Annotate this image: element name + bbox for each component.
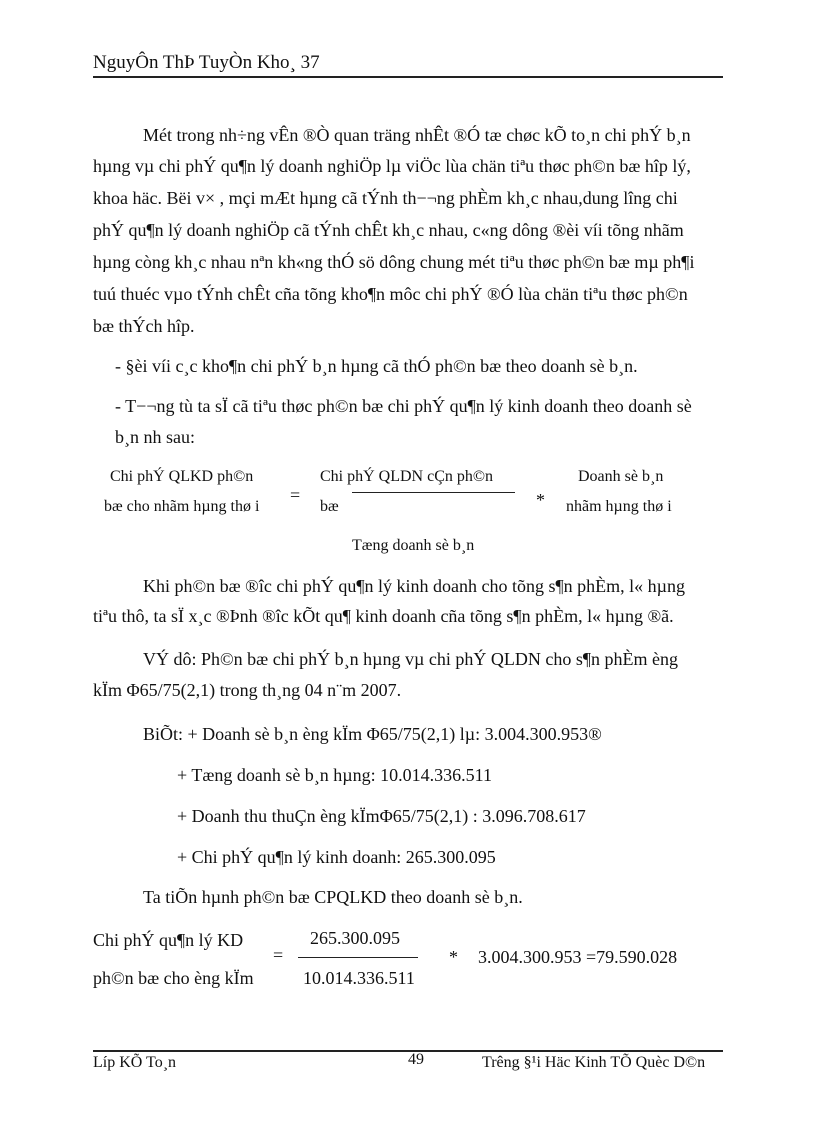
- formula2-left-line-1: Chi phÝ qu¶n lý KD: [93, 930, 244, 950]
- given-line-4: + Chi phÝ qu¶n lý kinh doanh: 265.300.095: [177, 847, 496, 867]
- formula2-numerator: 265.300.095: [310, 928, 400, 948]
- para1-line-7: bæ thÝch hîp.: [93, 316, 195, 336]
- footer-left: Líp KÕ To¸n: [93, 1054, 177, 1071]
- proceed-line: Ta tiÕn hµnh ph©n bæ CPQLKD theo doanh sè b¸n.: [143, 887, 523, 907]
- formula1-right-line-1: Doanh sè b¸n: [578, 468, 664, 485]
- given-line-3: + Doanh thu thuÇn èng kÏmΦ65/75(2,1) : 3.096.708.617: [177, 806, 586, 826]
- formula1-numerator-line-2: bæ: [320, 498, 339, 515]
- bullet-1: - §èi víi c¸c kho¶n chi phÝ b¸n hµng cã thÓ ph©n bæ theo doanh sè b¸n.: [115, 356, 638, 376]
- header-rule: [93, 76, 723, 78]
- formula2-fraction-bar: [298, 957, 418, 958]
- formula1-left-line-2: bæ cho nhãm hµng thø i: [104, 498, 260, 515]
- formula1-denominator: Tæng doanh sè b¸n: [352, 537, 475, 554]
- formula2-result: 3.004.300.953 =79.590.028: [478, 947, 678, 967]
- formula2-times: *: [449, 947, 458, 967]
- footer-right: Trêng §¹i Häc Kinh TÕ Quèc D©n: [482, 1054, 706, 1071]
- given-line-1: BiÕt: + Doanh sè b¸n èng kÏm Φ65/75(2,1) lµ: 3.004.300.953®: [143, 724, 602, 744]
- para1-line-2: hµng vµ chi phÝ qu¶n lý doanh nghiÖp lµ viÖc lùa chän tiªu thøc ph©n bæ hîp lý,: [93, 156, 691, 176]
- para2-line-1: Khi ph©n bæ ®îc chi phÝ qu¶n lý kinh doanh cho tõng s¶n phÈm, l« hµng: [143, 576, 686, 596]
- page-number: 49: [408, 1051, 424, 1068]
- formula2-denominator: 10.014.336.511: [303, 968, 415, 988]
- bullet-2-line-2: b¸n nh sau:: [115, 427, 195, 447]
- para1-line-5: hµng còng kh¸c nhau nªn kh«ng thÓ sö dông chung mét tiªu thøc ph©n bæ mµ ph¶i: [93, 252, 695, 272]
- bullet-2-line-1: - T−¬ng tù ta sÏ cã tiªu thøc ph©n bæ chi phÝ qu¶n lý kinh doanh theo doanh sè: [115, 396, 692, 416]
- para2-line-2: tiªu thô, ta sÏ x¸c ®Þnh ®îc kÕt qu¶ kinh doanh cña tõng s¶n phÈm, l« hµng ®ã.: [93, 606, 674, 626]
- formula1-right-line-2: nhãm hµng thø i: [566, 498, 672, 515]
- example-line-1: VÝ dô: Ph©n bæ chi phÝ b¸n hµng vµ chi phÝ QLDN cho s¶n phÈm èng: [143, 649, 679, 669]
- page-header: NguyÔn ThÞ TuyÒn Kho¸ 37: [93, 52, 320, 73]
- example-line-2: kÏm Φ65/75(2,1) trong th¸ng 04 n¨m 2007.: [93, 680, 402, 700]
- formula1-times: *: [536, 490, 545, 510]
- para1-line-4: phÝ qu¶n lý doanh nghiÖp cã tÝnh chÊt kh¸c nhau, c«ng dông ®èi víi tõng nhãm: [93, 220, 684, 240]
- formula1-fraction-bar: [352, 492, 515, 493]
- para1-line-1: Mét trong nh÷ng vÊn ®Ò quan träng nhÊt ®Ó tæ chøc kÕ to¸n chi phÝ b¸n: [143, 125, 691, 145]
- formula1-equals: =: [290, 485, 301, 505]
- formula1-numerator-line-1: Chi phÝ QLDN cÇn ph©n: [320, 468, 494, 485]
- para1-line-6: tuú thuéc vµo tÝnh chÊt cña tõng kho¶n môc chi phÝ ®Ó lùa chän tiªu thøc ph©n: [93, 284, 688, 304]
- given-line-2: + Tæng doanh sè b¸n hµng: 10.014.336.511: [177, 765, 493, 785]
- para1-line-3: khoa häc. Bëi v× , mçi mÆt hµng cã tÝnh th−¬ng phÈm kh¸c nhau,dung lîng chi: [93, 188, 678, 208]
- formula1-left-line-1: Chi phÝ QLKD ph©n: [110, 468, 254, 485]
- formula2-left-line-2: ph©n bæ cho èng kÏm: [93, 968, 254, 988]
- formula2-equals: =: [273, 945, 284, 965]
